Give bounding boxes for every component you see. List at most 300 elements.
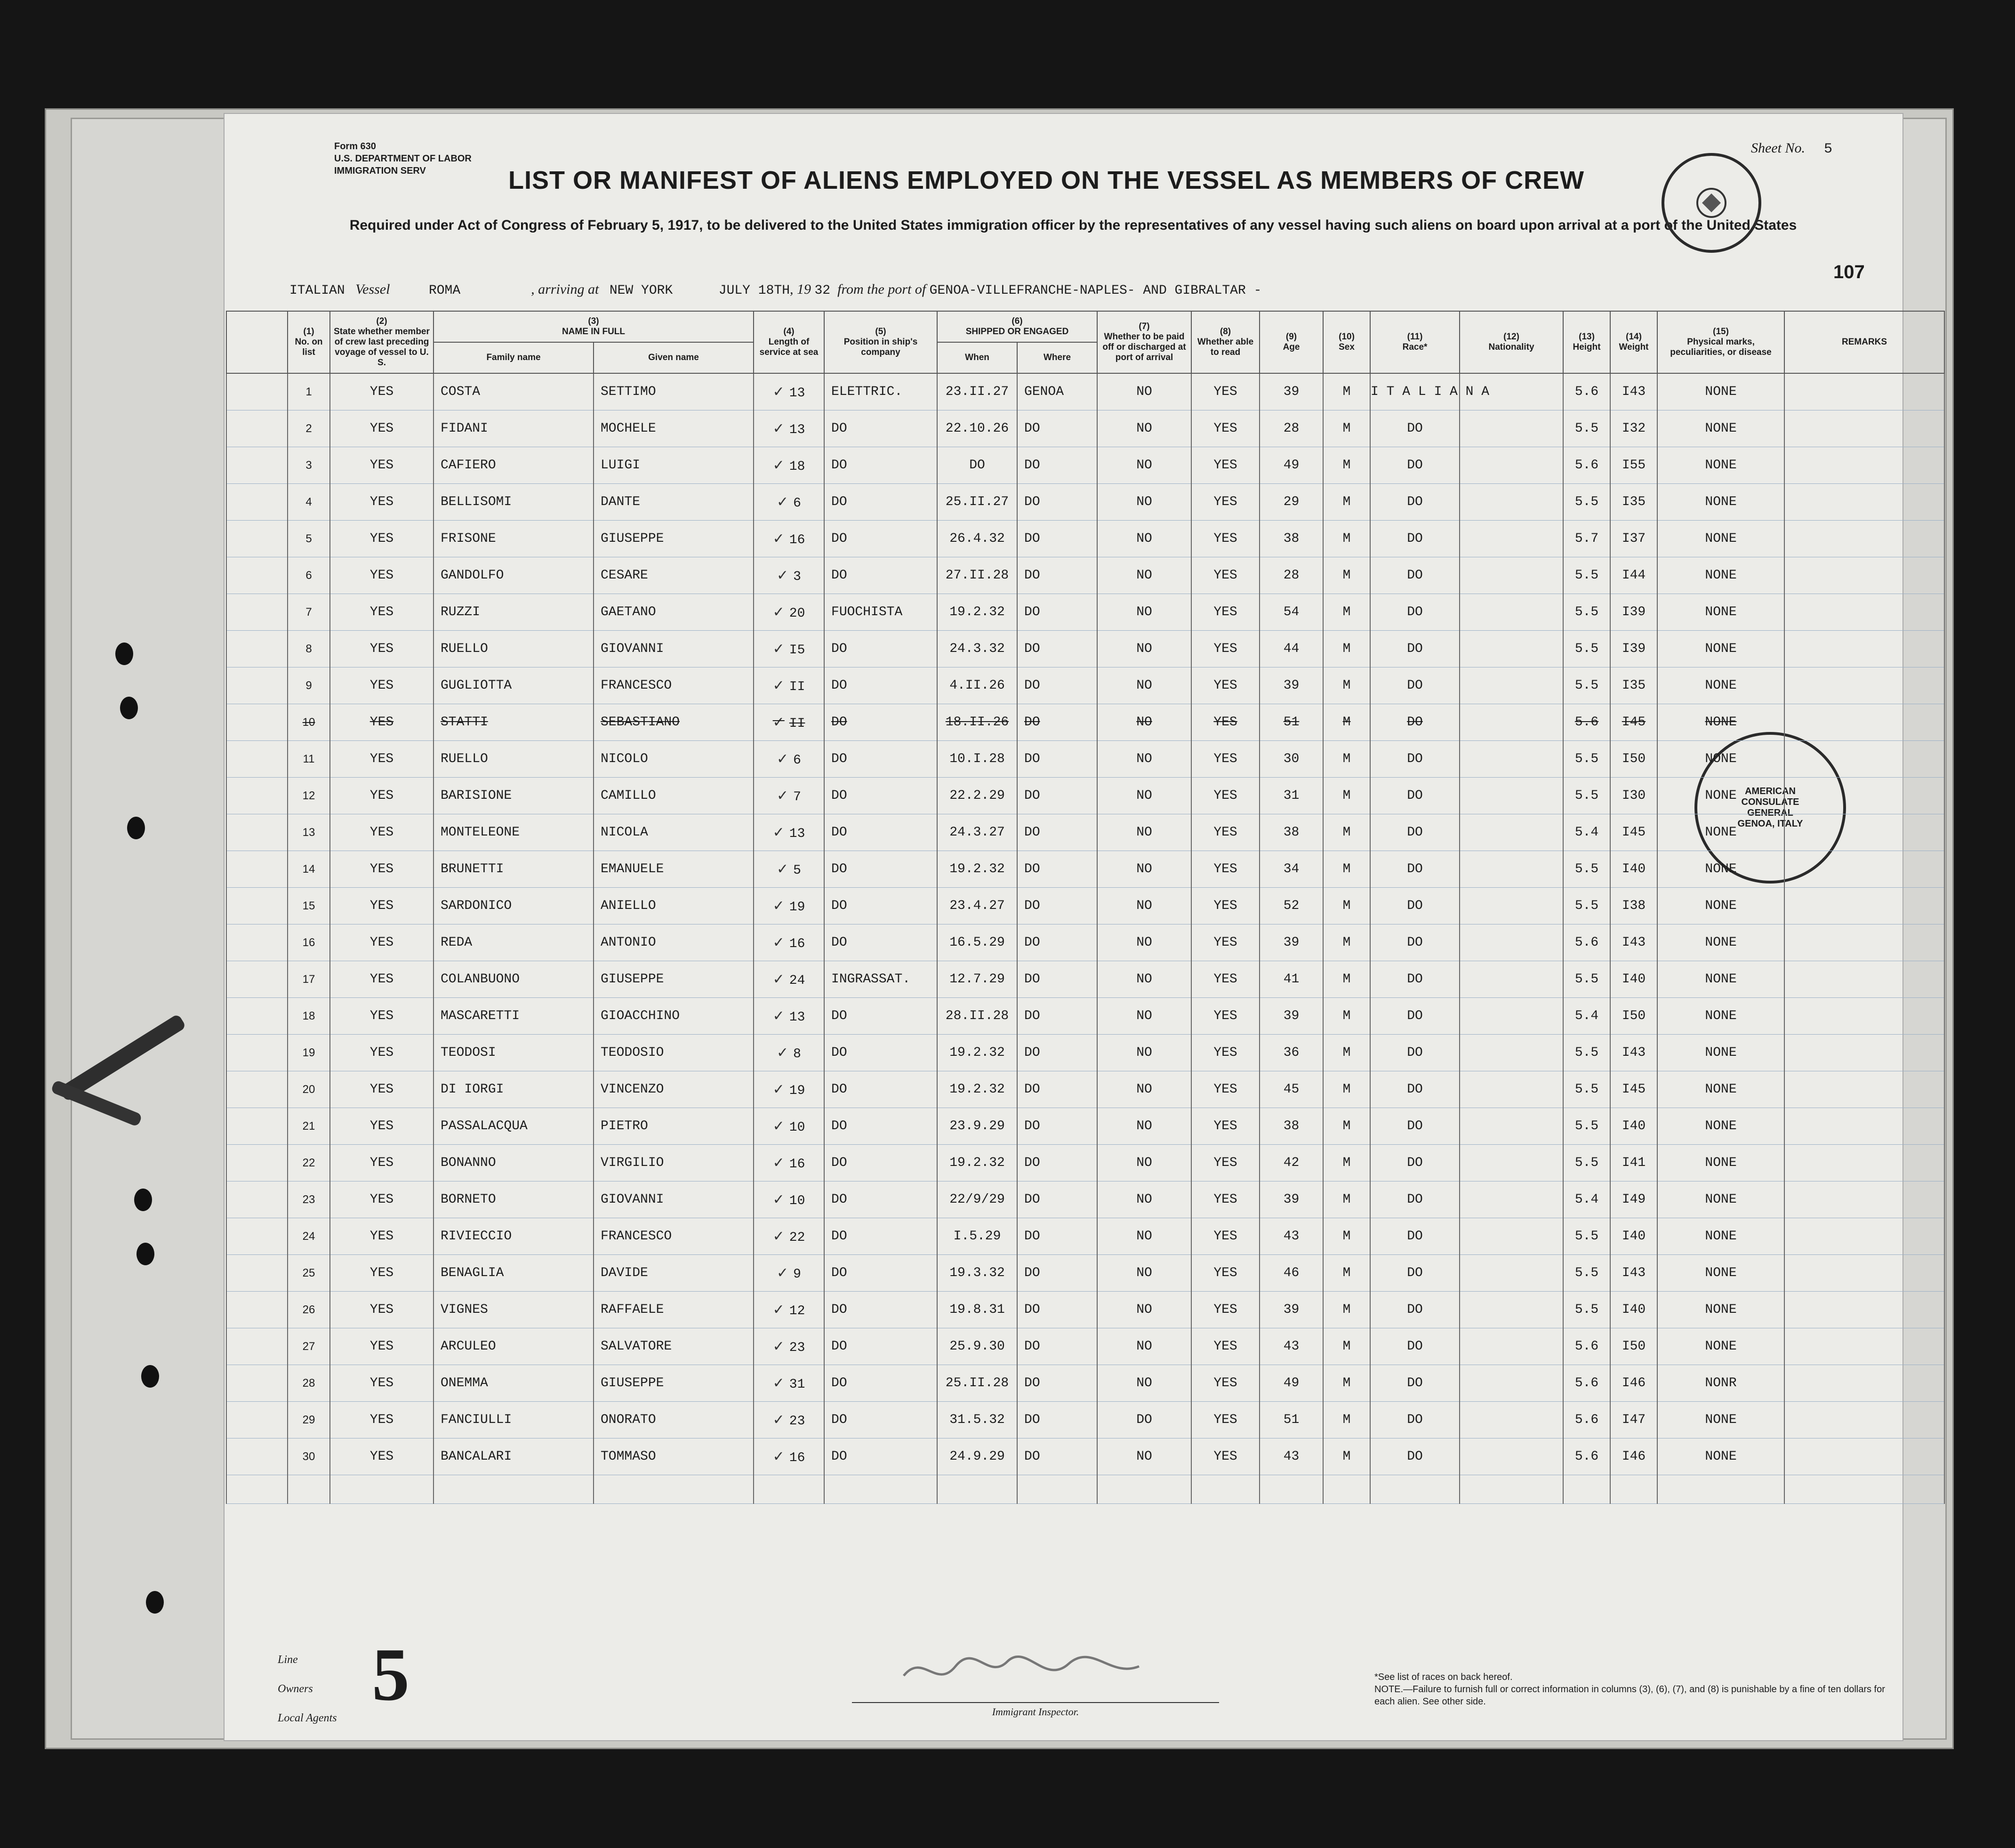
position-cell-value: DO (831, 1229, 847, 1244)
nationality-cell (1460, 410, 1563, 447)
weight-cell (1610, 373, 1657, 410)
race-cell-value: I T A L I A N A (1371, 385, 1490, 399)
age-cell-value: 51 (1283, 1413, 1300, 1427)
previous-voyage-cell (330, 447, 434, 484)
race-cell (1370, 667, 1460, 704)
age-cell-value: 29 (1283, 495, 1300, 509)
family-name-cell-value: COSTA (441, 385, 481, 399)
height-cell-value: 5.4 (1574, 1009, 1599, 1023)
age-cell (1260, 778, 1323, 814)
when-cell-value: 12.7.29 (949, 972, 1005, 987)
family-name-cell (434, 1108, 594, 1145)
length-service-cell (754, 741, 824, 778)
previous-voyage-cell (330, 704, 434, 741)
position-cell (824, 1328, 937, 1365)
sex-cell-value: M (1342, 825, 1351, 840)
previous-voyage-cell-value: YES (369, 1413, 394, 1427)
length-service-cell-value: 16 (789, 532, 805, 547)
age-cell-value: 43 (1283, 1229, 1300, 1244)
physical-marks-cell (1657, 631, 1784, 667)
position-cell-value: DO (831, 715, 847, 730)
position-cell-value: FUOCHISTA (831, 605, 903, 619)
remarks-cell (1784, 594, 1944, 631)
race-cell-value: DO (1407, 1229, 1423, 1244)
race-cell (1370, 1438, 1460, 1475)
length-service-cell (754, 557, 824, 594)
when-cell-value: 22.10.26 (945, 421, 1009, 436)
previous-voyage-cell-value: YES (369, 1339, 394, 1354)
sex-cell-value: M (1342, 678, 1351, 693)
previous-voyage-cell (330, 1071, 434, 1108)
sheet-number-value: 5 (1823, 141, 1832, 157)
previous-voyage-cell (330, 667, 434, 704)
age-cell (1260, 1108, 1323, 1145)
position-cell (824, 447, 937, 484)
height-cell (1563, 1108, 1610, 1145)
given-name-cell (594, 814, 754, 851)
height-cell (1563, 1328, 1610, 1365)
age-cell (1260, 1365, 1323, 1402)
able-to-read-cell-value: YES (1213, 605, 1237, 619)
sex-cell (1323, 961, 1370, 998)
physical-marks-cell-value: NONR (1705, 1376, 1737, 1390)
race-cell-value: DO (1407, 1339, 1423, 1354)
family-name-cell (434, 594, 594, 631)
age-cell (1260, 851, 1323, 888)
nationality-cell (1460, 1255, 1563, 1292)
checkmark-icon: ✓ (772, 1301, 785, 1318)
margin-cell (226, 1402, 288, 1438)
nationality-cell (1460, 1035, 1563, 1071)
able-to-read-cell-value: YES (1213, 788, 1237, 803)
checkmark-icon: ✓ (772, 824, 785, 841)
weight-cell-value: I35 (1622, 495, 1646, 509)
table-row (226, 704, 1944, 741)
given-name-cell-value: EMANUELE (601, 862, 664, 876)
checkmark-icon: ✓ (772, 934, 785, 951)
previous-voyage-cell (330, 521, 434, 557)
age-cell (1260, 998, 1323, 1035)
paid-off-cell-value: NO (1136, 1192, 1152, 1207)
family-name-cell (434, 1292, 594, 1328)
given-name-cell-value: GIUSEPPE (601, 1376, 664, 1390)
age-cell (1260, 447, 1323, 484)
age-cell-value: 31 (1283, 788, 1300, 803)
position-cell (824, 410, 937, 447)
height-cell (1563, 888, 1610, 924)
when-cell-value: 19.2.32 (949, 1156, 1005, 1170)
previous-voyage-cell-value: YES (369, 568, 394, 583)
position-cell (824, 1438, 937, 1475)
when-cell (937, 1108, 1017, 1145)
length-service-cell-value: 10 (789, 1193, 805, 1208)
when-cell (937, 1292, 1017, 1328)
when-cell (937, 924, 1017, 961)
weight-cell (1610, 814, 1657, 851)
given-name-cell-value: TEODOSIO (601, 1045, 664, 1060)
physical-marks-cell (1657, 888, 1784, 924)
race-cell (1370, 557, 1460, 594)
physical-marks-cell (1657, 778, 1784, 814)
where-cell (1017, 1035, 1097, 1071)
previous-voyage-cell (330, 1218, 434, 1255)
given-name-cell (594, 557, 754, 594)
family-name-cell-value: PASSALACQUA (441, 1119, 528, 1133)
given-name-cell-value: PIETRO (601, 1119, 648, 1133)
consulate-stamp-icon (1662, 153, 1761, 253)
length-service-cell (754, 521, 824, 557)
previous-voyage-cell-value: YES (369, 385, 394, 399)
row-number (288, 851, 330, 888)
paid-off-cell (1097, 1035, 1191, 1071)
sex-cell (1323, 1328, 1370, 1365)
previous-voyage-cell (330, 998, 434, 1035)
able-to-read-cell (1191, 410, 1260, 447)
remarks-cell (1784, 998, 1944, 1035)
margin-cell (226, 888, 288, 924)
table-row (226, 1181, 1944, 1218)
weight-cell-value: I43 (1622, 1045, 1646, 1060)
row-number-value: 19 (302, 1046, 315, 1059)
when-cell-value: 23.4.27 (949, 899, 1005, 913)
sex-cell-value: M (1342, 1192, 1351, 1207)
where-cell-value: DO (1024, 1045, 1040, 1060)
where-cell-value: DO (1024, 752, 1040, 766)
punch-hole (127, 817, 145, 839)
when-cell (937, 778, 1017, 814)
position-cell-value: DO (831, 1449, 847, 1464)
age-cell-value: 38 (1283, 825, 1300, 840)
physical-marks-cell (1657, 1255, 1784, 1292)
vessel-line (289, 281, 1261, 298)
checkmark-icon: ✓ (772, 1007, 785, 1024)
when-cell-value: 22.2.29 (949, 788, 1005, 803)
weight-cell (1610, 1255, 1657, 1292)
family-name-cell-value: ONEMMA (441, 1376, 488, 1390)
punch-hole (134, 1189, 152, 1211)
position-cell (824, 631, 937, 667)
sex-cell (1323, 1181, 1370, 1218)
sex-cell-value: M (1342, 788, 1351, 803)
previous-voyage-cell-value: YES (369, 495, 394, 509)
length-service-cell (754, 851, 824, 888)
sex-cell (1323, 667, 1370, 704)
margin-cell (226, 1145, 288, 1181)
previous-voyage-cell (330, 961, 434, 998)
able-to-read-cell-value: YES (1213, 1229, 1237, 1244)
able-to-read-cell (1191, 1108, 1260, 1145)
margin-cell (226, 631, 288, 667)
weight-cell (1610, 484, 1657, 521)
age-cell-value: 39 (1283, 1009, 1300, 1023)
physical-marks-cell (1657, 667, 1784, 704)
when-cell (937, 998, 1017, 1035)
age-cell (1260, 373, 1323, 410)
family-name-cell (434, 1071, 594, 1108)
paid-off-cell-value: NO (1136, 1266, 1152, 1280)
remarks-cell (1784, 557, 1944, 594)
when-cell-value: 24.3.32 (949, 642, 1005, 656)
margin-cell (226, 447, 288, 484)
weight-cell-value: I39 (1622, 605, 1646, 619)
family-name-cell (434, 667, 594, 704)
margin-cell (226, 1181, 288, 1218)
row-number (288, 1218, 330, 1255)
paid-off-cell (1097, 410, 1191, 447)
sex-cell (1323, 778, 1370, 814)
weight-cell (1610, 851, 1657, 888)
position-cell-value: DO (831, 1192, 847, 1207)
position-cell (824, 557, 937, 594)
family-name-cell-value: MONTELEONE (441, 825, 520, 840)
row-number (288, 594, 330, 631)
paid-off-cell (1097, 998, 1191, 1035)
position-cell (824, 1255, 937, 1292)
nationality-cell (1460, 447, 1563, 484)
physical-marks-cell (1657, 1402, 1784, 1438)
nationality-cell (1460, 594, 1563, 631)
when-cell-value: 23.II.27 (945, 384, 1009, 399)
sex-cell-value: M (1342, 421, 1351, 436)
col-weight: (14) Weight (1610, 311, 1657, 373)
given-name-cell-value: GIOVANNI (601, 1192, 664, 1207)
previous-voyage-cell (330, 373, 434, 410)
physical-marks-cell (1657, 851, 1784, 888)
paid-off-cell (1097, 447, 1191, 484)
sex-cell (1323, 521, 1370, 557)
when-cell (937, 1071, 1017, 1108)
when-cell (937, 704, 1017, 741)
where-cell-value: DO (1024, 935, 1040, 950)
row-number-value: 24 (302, 1229, 315, 1243)
physical-marks-cell-value: NONE (1705, 1413, 1737, 1427)
margin-cell (226, 484, 288, 521)
paid-off-cell (1097, 704, 1191, 741)
able-to-read-cell (1191, 1145, 1260, 1181)
paid-off-cell-value: NO (1136, 1119, 1152, 1133)
height-cell (1563, 1438, 1610, 1475)
age-cell-value: 39 (1283, 678, 1300, 693)
checkmark-icon: ✓ (772, 971, 785, 988)
weight-cell-value: I47 (1622, 1413, 1646, 1427)
given-name-cell-value: LUIGI (601, 458, 641, 473)
able-to-read-cell (1191, 1255, 1260, 1292)
where-cell-value: DO (1024, 495, 1040, 509)
sex-cell-value: M (1342, 495, 1351, 509)
height-cell (1563, 998, 1610, 1035)
inspector-signature-icon (852, 1643, 1219, 1702)
when-cell-value: I.5.29 (953, 1229, 1001, 1244)
race-cell (1370, 410, 1460, 447)
when-cell (937, 447, 1017, 484)
position-cell (824, 1181, 937, 1218)
family-name-cell-value: TEODOSI (441, 1045, 496, 1060)
height-cell (1563, 1218, 1610, 1255)
race-cell (1370, 1402, 1460, 1438)
weight-cell (1610, 667, 1657, 704)
able-to-read-cell (1191, 741, 1260, 778)
where-cell-value: DO (1024, 1449, 1040, 1464)
col-family-name: Family name (434, 342, 594, 373)
where-cell-value: DO (1024, 899, 1040, 913)
race-cell-value: DO (1407, 1266, 1423, 1280)
where-cell-value: DO (1024, 1156, 1040, 1170)
paid-off-cell-value: NO (1136, 1229, 1152, 1244)
where-cell (1017, 1071, 1097, 1108)
height-cell (1563, 373, 1610, 410)
when-cell (937, 557, 1017, 594)
race-cell-value: DO (1407, 825, 1423, 840)
position-cell (824, 1402, 937, 1438)
remarks-cell (1784, 521, 1944, 557)
margin-cell (226, 557, 288, 594)
race-cell (1370, 594, 1460, 631)
given-name-cell (594, 410, 754, 447)
row-number (288, 1145, 330, 1181)
height-cell-value: 5.5 (1574, 1082, 1599, 1097)
length-service-cell-value: 6 (793, 753, 801, 768)
given-name-cell-value: SEBASTIANO (601, 715, 680, 730)
race-cell-value: DO (1407, 972, 1423, 987)
able-to-read-cell (1191, 447, 1260, 484)
row-number-value: 28 (302, 1376, 315, 1390)
year-prefix: , 19 (790, 281, 811, 297)
given-name-cell (594, 667, 754, 704)
paid-off-cell-value: NO (1136, 385, 1152, 399)
where-cell (1017, 1145, 1097, 1181)
where-cell (1017, 1438, 1097, 1475)
row-number-value: 17 (302, 972, 315, 986)
paid-off-cell (1097, 961, 1191, 998)
row-number (288, 410, 330, 447)
row-number (288, 631, 330, 667)
position-cell (824, 851, 937, 888)
checkmark-icon: ✓ (772, 1081, 785, 1098)
remarks-cell (1784, 778, 1944, 814)
where-cell-value: DO (1024, 1339, 1040, 1354)
length-service-cell (754, 484, 824, 521)
family-name-cell-value: DI IORGI (441, 1082, 504, 1097)
races-note: *See list of races on back hereof. (1374, 1672, 1513, 1682)
given-name-cell-value: GIUSEPPE (601, 972, 664, 987)
form-number: Form 630 (334, 141, 376, 152)
previous-voyage-cell-value: YES (369, 1156, 394, 1170)
paid-off-cell (1097, 1218, 1191, 1255)
sex-cell (1323, 851, 1370, 888)
blank-cell (1563, 1475, 1610, 1504)
position-cell-value: DO (831, 1045, 847, 1060)
physical-marks-cell (1657, 1035, 1784, 1071)
page-title: LIST OR MANIFEST OF ALIENS EMPLOYED ON THE VESSEL AS MEMBERS OF CREW (508, 166, 1585, 194)
position-cell (824, 1292, 937, 1328)
where-cell-value: DO (1024, 788, 1040, 803)
length-service-cell (754, 1218, 824, 1255)
when-cell (937, 484, 1017, 521)
paid-off-cell-value: NO (1136, 1302, 1152, 1317)
height-cell-value: 5.6 (1574, 458, 1599, 473)
row-number (288, 1438, 330, 1475)
margin-cell (226, 1218, 288, 1255)
length-service-cell (754, 814, 824, 851)
family-name-cell (434, 851, 594, 888)
punch-hole (136, 1243, 154, 1265)
row-number (288, 484, 330, 521)
length-service-cell-value: 13 (789, 422, 805, 437)
able-to-read-cell-value: YES (1213, 1413, 1237, 1427)
family-name-cell (434, 373, 594, 410)
row-number-value: 5 (305, 532, 312, 545)
where-cell (1017, 1328, 1097, 1365)
row-number-value: 14 (302, 862, 315, 876)
weight-cell (1610, 1328, 1657, 1365)
position-cell-value: DO (831, 1009, 847, 1023)
where-cell (1017, 410, 1097, 447)
form-identifier (334, 140, 472, 177)
age-cell-value: 39 (1283, 1192, 1300, 1207)
height-cell (1563, 924, 1610, 961)
family-name-cell (434, 484, 594, 521)
remarks-cell (1784, 373, 1944, 410)
nationality-cell (1460, 1328, 1563, 1365)
paid-off-cell (1097, 1145, 1191, 1181)
checkmark-icon: ✓ (777, 567, 789, 584)
row-number-value: 8 (305, 642, 312, 655)
height-cell (1563, 521, 1610, 557)
able-to-read-cell (1191, 961, 1260, 998)
table-row (226, 631, 1944, 667)
row-number-value: 1 (305, 385, 312, 398)
length-service-cell-value: 22 (789, 1230, 805, 1245)
row-number-value: 21 (302, 1119, 315, 1133)
col-name-in-full: (3) NAME IN FULL (434, 311, 754, 342)
able-to-read-cell (1191, 521, 1260, 557)
nationality-cell (1460, 631, 1563, 667)
physical-marks-cell (1657, 704, 1784, 741)
position-cell-value: DO (831, 1266, 847, 1280)
weight-cell-value: I43 (1622, 935, 1646, 950)
row-number (288, 1071, 330, 1108)
weight-cell (1610, 1218, 1657, 1255)
blank-row (226, 1475, 1944, 1504)
height-cell-value: 5.5 (1574, 1266, 1599, 1280)
row-number (288, 1035, 330, 1071)
given-name-cell (594, 778, 754, 814)
weight-cell (1610, 557, 1657, 594)
length-service-cell (754, 704, 824, 741)
when-cell (937, 1328, 1017, 1365)
row-number-value: 15 (302, 899, 315, 912)
weight-cell (1610, 410, 1657, 447)
height-cell (1563, 778, 1610, 814)
age-cell-value: 43 (1283, 1449, 1300, 1464)
able-to-read-cell-value: YES (1213, 1266, 1237, 1280)
age-cell (1260, 1145, 1323, 1181)
race-cell-value: DO (1407, 568, 1423, 583)
weight-cell (1610, 631, 1657, 667)
position-cell (824, 778, 937, 814)
where-cell (1017, 814, 1097, 851)
physical-marks-cell-value: NONE (1705, 421, 1737, 436)
physical-marks-cell-value: NONE (1705, 1082, 1737, 1097)
length-service-cell (754, 1181, 824, 1218)
vessel-flag: ITALIAN (289, 283, 345, 298)
where-cell-value: DO (1024, 1082, 1040, 1097)
previous-voyage-cell-value: YES (369, 642, 394, 656)
family-name-cell (434, 998, 594, 1035)
table-row (226, 851, 1944, 888)
family-name-cell-value: COLANBUONO (441, 972, 520, 987)
race-cell-value: DO (1407, 899, 1423, 913)
